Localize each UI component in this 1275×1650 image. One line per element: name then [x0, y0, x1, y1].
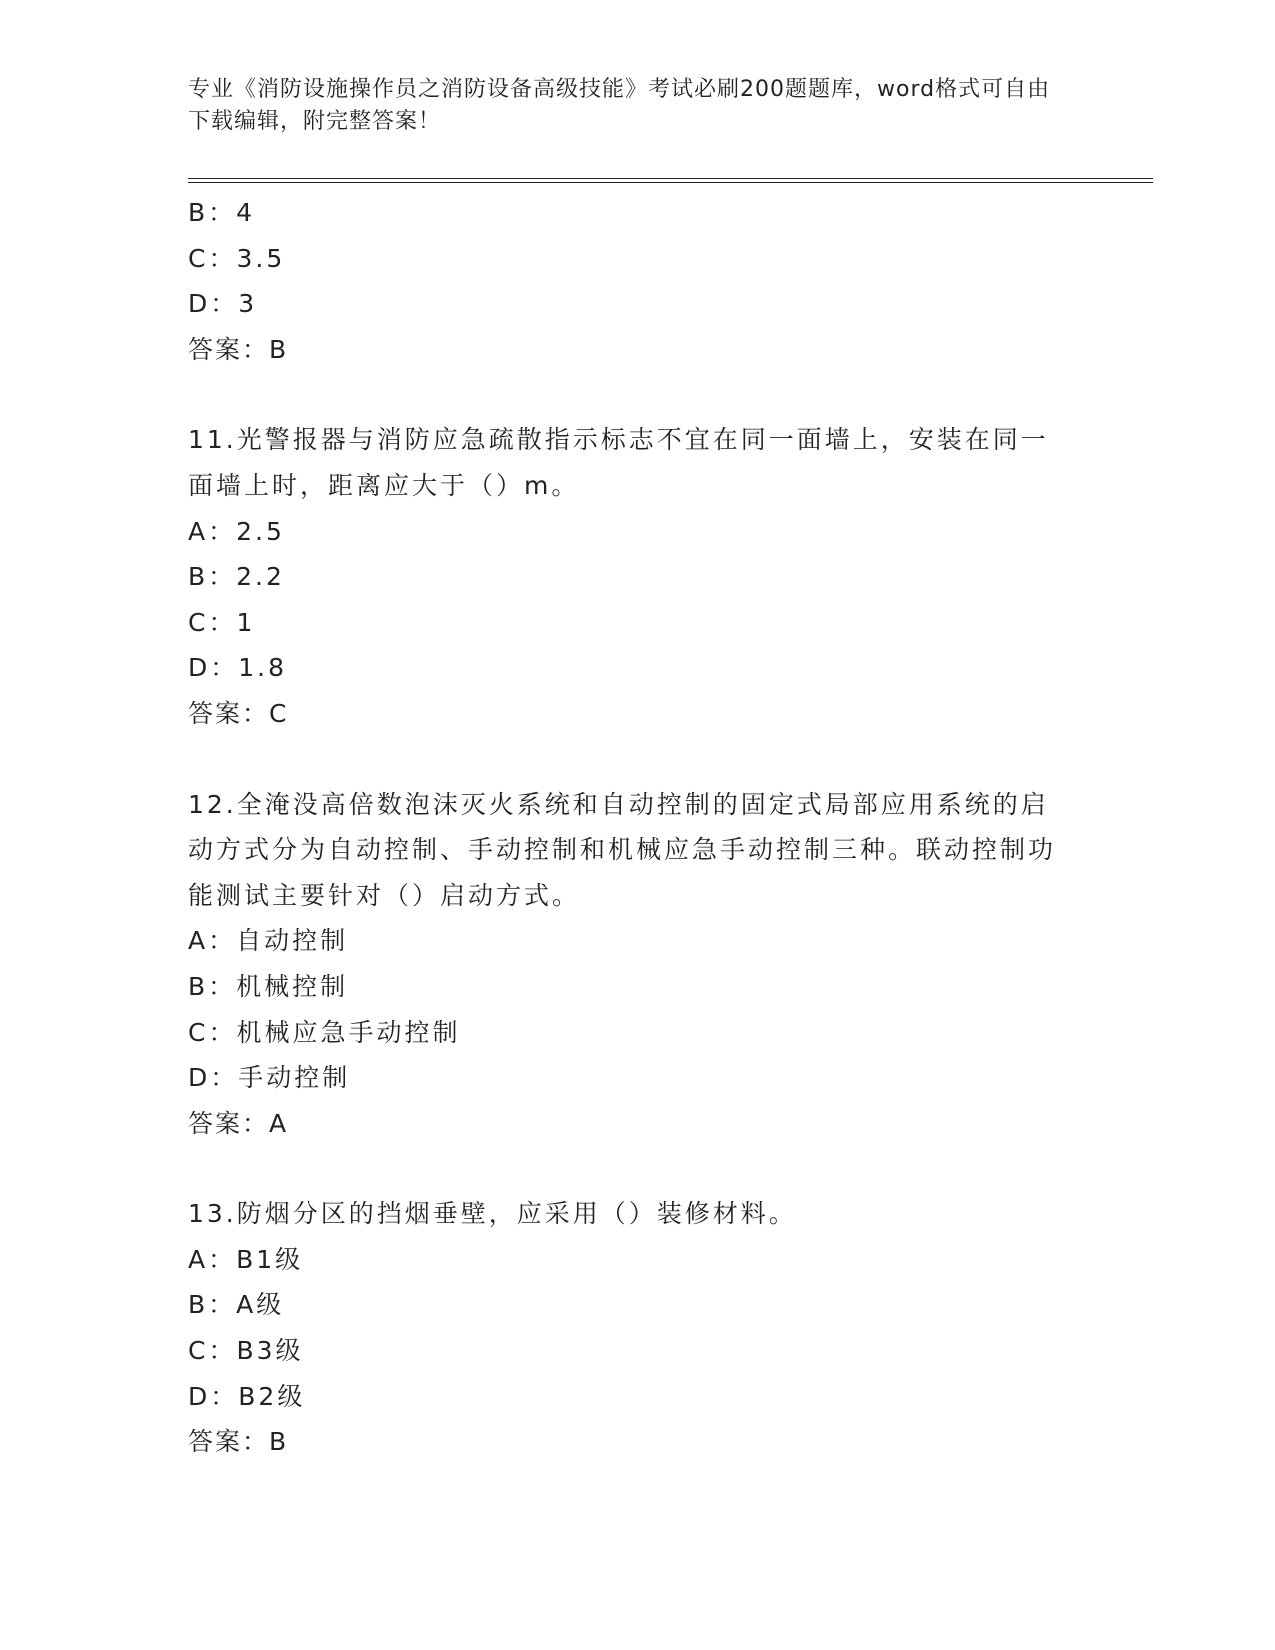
question-stem: 11.光警报器与消防应急疏散指示标志不宜在同一面墙上，安装在同一面墙上时，距离应大于（）m。 — [188, 425, 1049, 500]
spacer — [188, 372, 1088, 417]
option-label: A： — [188, 516, 237, 546]
option-text: 机械控制 — [236, 971, 349, 1001]
option-a — [188, 1237, 1088, 1283]
question-11 — [188, 417, 1088, 736]
option-text: 4 — [236, 198, 256, 227]
option-label: B： — [188, 198, 237, 227]
option-label: C： — [188, 243, 237, 273]
option-b — [188, 964, 1088, 1010]
continued-question — [188, 190, 1088, 372]
option-text: 1.8 — [238, 653, 288, 683]
option-label: D： — [188, 1381, 239, 1411]
header-title: 专业《消防设施操作员之消防设备高级技能》考试必刷200题题库，word格式可自由下载编辑，附完整答案！ — [188, 77, 1051, 134]
spacer — [188, 1146, 1088, 1191]
option-label: B： — [188, 1290, 237, 1320]
option-c — [188, 600, 1088, 646]
option-label: A： — [188, 1244, 237, 1274]
option-label: B： — [188, 562, 237, 592]
option-label: C： — [188, 1017, 237, 1047]
option-text: 2.5 — [236, 516, 285, 546]
option-text: 机械应急手动控制 — [236, 1017, 461, 1047]
option-label: B： — [188, 971, 237, 1001]
option-d — [188, 1055, 1088, 1101]
answer: 答案：A — [188, 1108, 289, 1138]
option-c — [188, 1328, 1088, 1374]
option-text: 3.5 — [236, 243, 286, 273]
header-rule-top — [188, 178, 1153, 179]
option-b — [188, 554, 1088, 600]
option-text: 手动控制 — [238, 1063, 351, 1093]
option-label: C： — [188, 1336, 237, 1366]
option-text: 3 — [238, 289, 258, 319]
answer: 答案：C — [188, 698, 289, 728]
answer: 答案：B — [188, 334, 289, 364]
option-c — [188, 236, 1088, 282]
spacer — [188, 737, 1088, 782]
option-b — [188, 1282, 1088, 1328]
option-a — [188, 509, 1088, 555]
header-rule-bottom — [188, 182, 1153, 183]
option-a — [188, 918, 1088, 964]
option-label: D： — [188, 653, 239, 683]
option-text: B2级 — [238, 1381, 306, 1411]
option-text: 自动控制 — [236, 926, 349, 956]
option-label: C： — [188, 607, 237, 637]
question-content — [188, 190, 1088, 1465]
question-13 — [188, 1191, 1088, 1465]
option-text: 1 — [236, 607, 256, 637]
option-text: B1级 — [236, 1244, 304, 1274]
option-text: 2.2 — [236, 562, 285, 592]
option-d — [188, 281, 1088, 327]
option-label: D： — [188, 289, 239, 319]
option-c — [188, 1010, 1088, 1056]
document-header — [188, 74, 1068, 138]
option-text: A级 — [236, 1290, 285, 1320]
answer: 答案：B — [188, 1427, 289, 1457]
option-d — [188, 1374, 1088, 1420]
option-label: A： — [188, 926, 237, 956]
question-stem: 13.防烟分区的挡烟垂壁，应采用（）装修材料。 — [188, 1199, 797, 1229]
question-12 — [188, 782, 1088, 1147]
option-d — [188, 645, 1088, 691]
question-stem: 12.全淹没高倍数泡沫灭火系统和自动控制的固定式局部应用系统的启动方式分为自动控制、手动控制和机械应急手动控制三种。联动控制功能测试主要针对（）启动方式。 — [188, 789, 1057, 910]
option-b — [188, 190, 1088, 236]
option-label: D： — [188, 1063, 239, 1093]
option-text: B3级 — [236, 1336, 304, 1366]
